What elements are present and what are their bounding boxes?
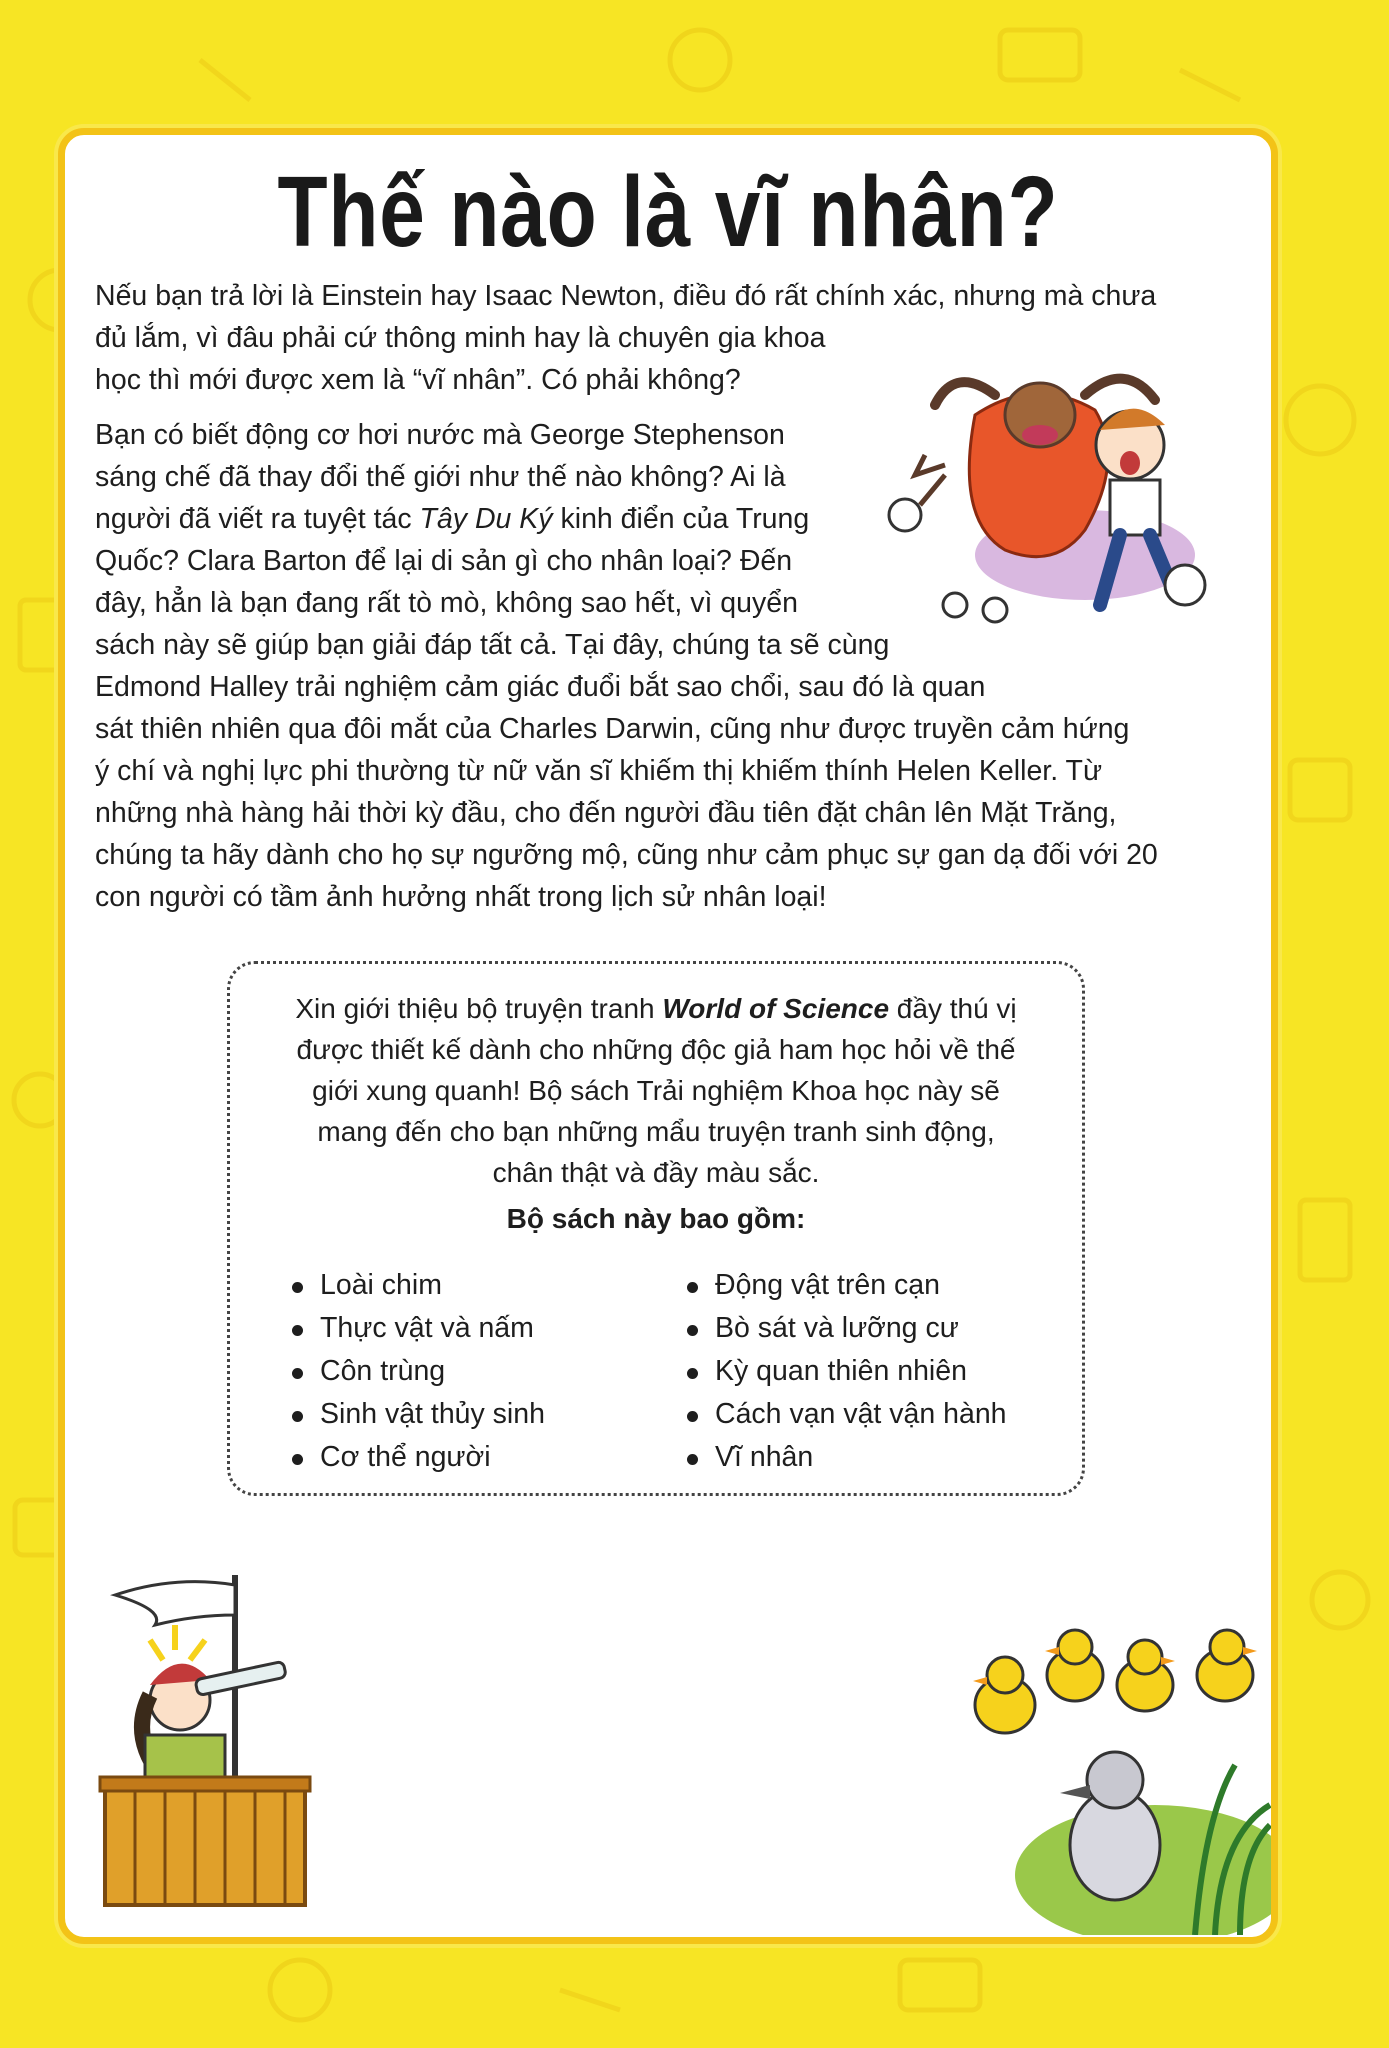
text-line: chúng ta hãy dành cho họ sự ngưỡng mộ, cũng như cảm phục sự gan dạ đối với 20 (95, 839, 1158, 871)
book-list-right (687, 1264, 1007, 1479)
text-line: đây, hẳn là bạn đang rất tò mò, không sao hết, vì quyển (95, 587, 798, 619)
content-card (58, 128, 1278, 1944)
list-item: Vĩ nhân (687, 1436, 1007, 1479)
series-info-box (227, 961, 1085, 1496)
text-line: giới xung quanh! Bộ sách Trải nghiệm Khoa học này sẽ (312, 1075, 1000, 1106)
text-line: chân thật và đầy màu sắc. (492, 1157, 820, 1188)
includes-heading: Bộ sách này bao gồm: (506, 1203, 806, 1234)
text-line: ý chí và nghị lực phi thường từ nữ văn sĩ khiếm thị khiếm thính Helen Keller. Từ (95, 755, 1103, 787)
text-line: đủ lắm, vì đâu phải cứ thông minh hay là chuyên gia khoa (95, 322, 826, 354)
series-intro (250, 988, 1062, 1193)
text-line: học thì mới được xem là “vĩ nhân”. Có phải không? (95, 364, 741, 396)
list-item: Côn trùng (292, 1350, 545, 1393)
list-item: Bò sát và lưỡng cư (687, 1307, 1007, 1350)
text-line: sát thiên nhiên qua đôi mắt của Charles Darwin, cũng như được truyền cảm hứng (95, 713, 1130, 745)
text-line: Edmond Halley trải nghiệm cảm giác đuổi bắt sao chổi, sau đó là quan (95, 671, 986, 703)
text-fragment: đầy thú vị (889, 993, 1017, 1024)
text-line: Bạn có biết động cơ hơi nước mà George Stephenson (95, 419, 785, 451)
list-item: Cơ thể người (292, 1436, 545, 1479)
list-item: Cách vạn vật vận hành (687, 1393, 1007, 1436)
text-line: Nếu bạn trả lời là Einstein hay Isaac Newton, điều đó rất chính xác, nhưng mà chưa (95, 280, 1157, 312)
text-fragment: kinh điển của Trung (552, 503, 810, 535)
list-item: Sinh vật thủy sinh (292, 1393, 545, 1436)
text-line: Quốc? Clara Barton để lại di sản gì cho nhân loại? Đến (95, 545, 793, 577)
text-line: được thiết kế dành cho những độc giả ham học hỏi về thế (296, 1034, 1016, 1065)
list-item: Loài chim (292, 1264, 545, 1307)
text-line: sáng chế đã thay đổi thế giới như thế nào không? Ai là (95, 461, 786, 493)
list-item: Động vật trên cạn (687, 1264, 1007, 1307)
book-list-left (292, 1264, 545, 1479)
page-title: Thế nào là vĩ nhân? (277, 156, 1059, 268)
monster-chasing-boy-illustration (885, 335, 1265, 635)
list-item: Kỳ quan thiên nhiên (687, 1350, 1007, 1393)
text-line (250, 988, 1062, 1029)
book-title-journey-to-the-west: Tây Du Ký (419, 503, 553, 535)
series-name: World of Science (662, 993, 890, 1024)
text-line: sách này sẽ giúp bạn giải đáp tất cả. Tại đây, chúng ta sẽ cùng (95, 629, 890, 661)
ducklings-illustration (965, 1615, 1275, 1935)
text-line: con người có tầm ảnh hưởng nhất trong lịch sử nhân loại! (95, 881, 827, 913)
text-line: những nhà hàng hải thời kỳ đầu, cho đến người đầu tiên đặt chân lên Mặt Trăng, (95, 797, 1117, 829)
lookout-with-telescope-illustration (75, 1555, 375, 1935)
list-item: Thực vật và nấm (292, 1307, 545, 1350)
text-fragment: Xin giới thiệu bộ truyện tranh (295, 993, 663, 1024)
text-line: mang đến cho bạn những mẩu truyện tranh sinh động, (317, 1116, 995, 1147)
text-fragment: người đã viết ra tuyệt tác (95, 503, 420, 535)
